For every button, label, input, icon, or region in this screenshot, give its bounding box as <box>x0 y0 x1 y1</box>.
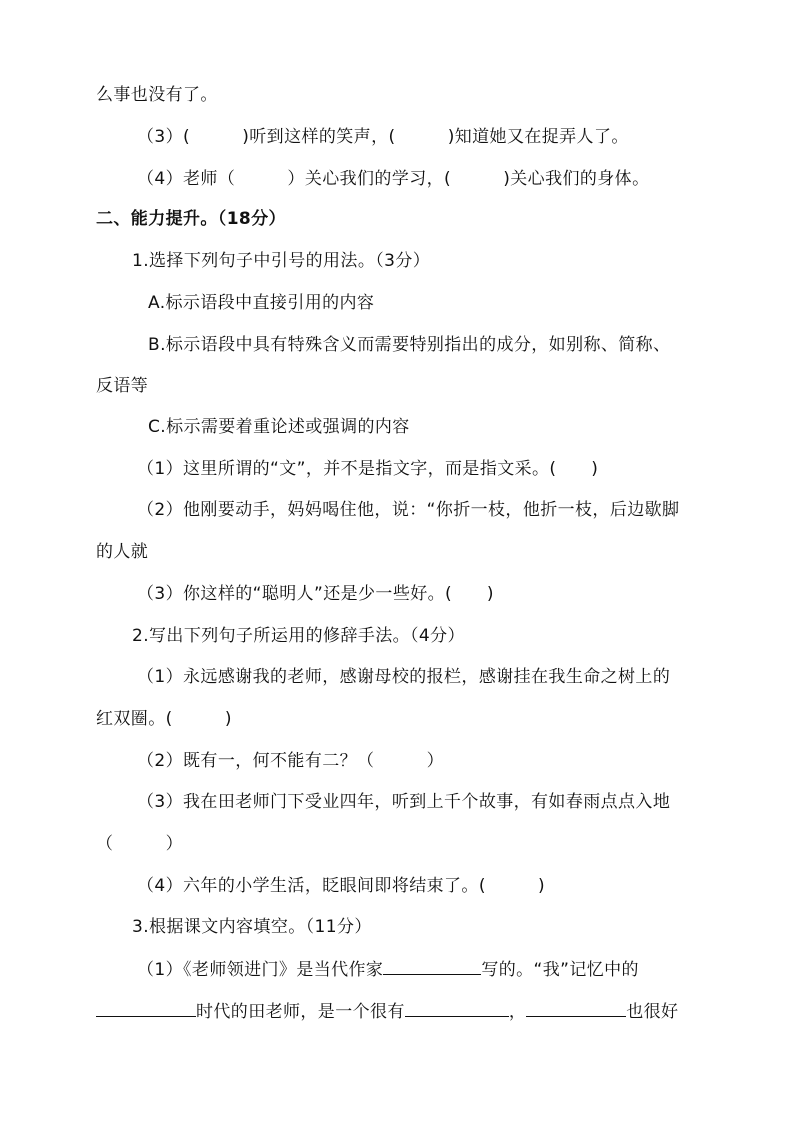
text-line: （2）他刚要动手，妈妈喝住他，说：“你折一枝，他折一枝，后边歇脚 <box>137 500 680 520</box>
option-b: B.标示语段中具有特殊含义而需要特别指出的成分，如别称、简称、 <box>148 335 671 355</box>
text-line: （ ） <box>96 834 183 854</box>
answer-blank[interactable] <box>383 958 481 975</box>
fill-text: 写的。“我”记忆中的 <box>481 960 639 980</box>
fill-text: 也很好 <box>626 1002 679 1022</box>
answer-blank[interactable] <box>526 1000 626 1017</box>
option-a: A.标示语段中直接引用的内容 <box>148 293 375 313</box>
text-line: 红双圈。( ) <box>96 709 232 729</box>
text-line: 么事也没有了。 <box>96 85 218 105</box>
text-line: （3）你这样的“聪明人”还是少一些好。( ) <box>137 584 494 604</box>
text-line: （1）这里所谓的“文”，并不是指文字，而是指文采。( ) <box>137 459 599 479</box>
text-line: （4）六年的小学生活，眨眼间即将结束了。( ) <box>137 876 546 896</box>
question-title: 2.写出下列句子所运用的修辞手法。（4分） <box>132 626 465 646</box>
option-b-continued: 反语等 <box>96 376 149 396</box>
fill-blank-line <box>137 958 639 981</box>
text-line: 的人就 <box>96 542 149 562</box>
fill-text: 时代的田老师，是一个很有 <box>196 1002 405 1022</box>
question-title: 3.根据课文内容填空。（11分） <box>132 917 372 937</box>
text-line: （3）( )听到这样的笑声，( )知道她又在捉弄人了。 <box>137 127 629 147</box>
question-title: 1.选择下列句子中引号的用法。（3分） <box>132 251 431 271</box>
text-line: （3）我在田老师门下受业四年，听到上千个故事，有如春雨点点入地 <box>137 792 671 812</box>
fill-text: （1）《老师领进门》是当代作家 <box>137 960 384 980</box>
section-heading: 二、能力提升。（18分） <box>96 209 286 229</box>
text-line: （4）老师（ ）关心我们的学习，( )关心我们的身体。 <box>137 169 650 189</box>
fill-text: ， <box>508 1002 527 1022</box>
option-c: C.标示需要着重论述或强调的内容 <box>148 417 410 437</box>
text-line: （2）既有一，何不能有二？（ ） <box>137 751 445 771</box>
text-line: （1）永远感谢我的老师，感谢母校的报栏，感谢挂在我生命之树上的 <box>137 667 671 687</box>
answer-blank[interactable] <box>405 1000 509 1017</box>
answer-blank[interactable] <box>96 1000 196 1017</box>
fill-blank-line <box>96 1000 678 1023</box>
